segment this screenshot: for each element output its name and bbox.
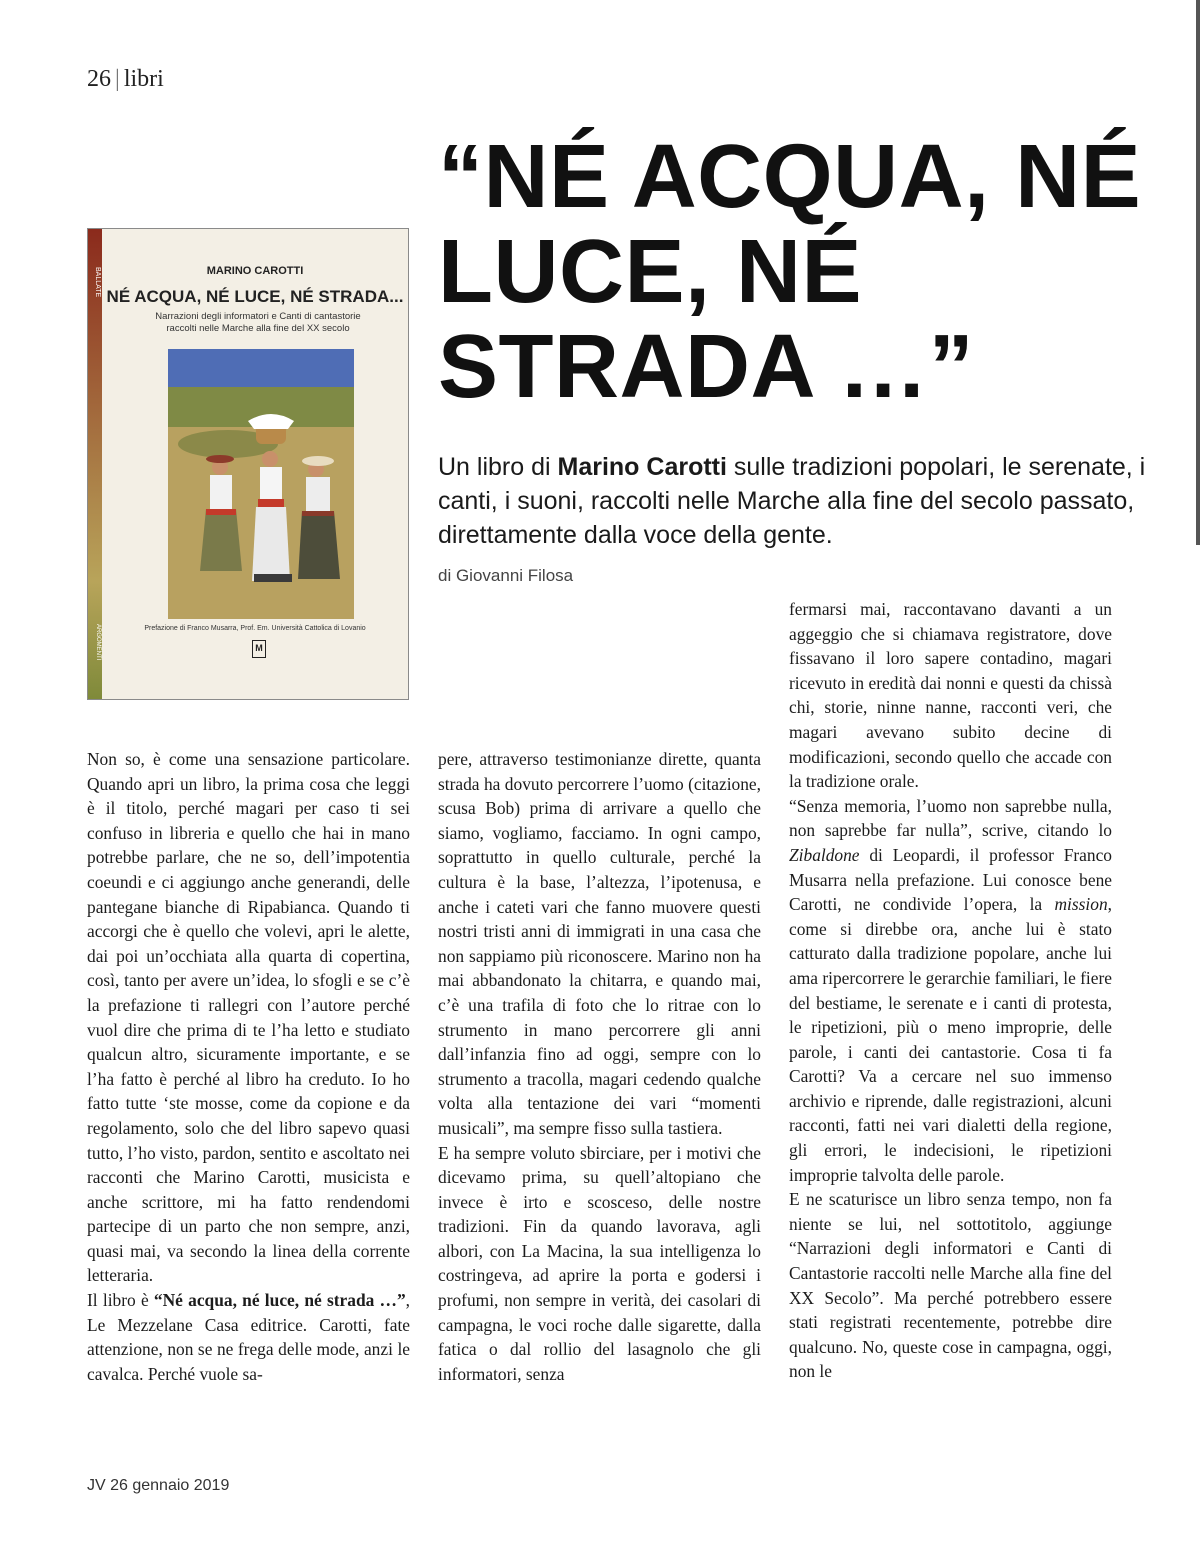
text-run: Il libro è [87,1290,154,1311]
paragraph [789,794,1112,1188]
header-separator: | [115,66,120,92]
page-number: 26 [87,66,111,92]
paragraph: E ne scaturisce un libro senza tempo, non fa niente se lui, nel sottotitolo, aggiunge “Narrazioni degli informatori e Canti di Cantastorie raccolti nelle Marche alla fine del XX Secolo”. Ma perché potrebbero essere stati registrati recentemente, potrebbe dire qualcuno. No, queste cose in campagna, oggi, non le [789,1189,1112,1382]
text-column-2 [438,747,761,1386]
italic-word: mission [1054,894,1108,915]
page-header [87,66,164,93]
cover-series-bottom: ARGOMENTI [95,624,101,661]
book-title-bold: “Né acqua, né luce, né strada …” [153,1290,406,1311]
subtitle-text-2: sulle tradizioni popolari, le serenate, i canti, i suoni, raccolti nelle Marche alla fine del secolo passato, direttamente dalla voce della gente. [438,453,1146,549]
cover-preface: Prefazione di Franco Musarra, Prof. Em. Università Cattolica di Lovanio [144,625,366,632]
text-run: , Le Mezzelane Casa editrice. Carotti, fate attenzione, non se ne frega delle mode, anzi le cavalca. Perché vuole sa- [87,1290,411,1384]
text-run: “Senza memoria, l’uomo non saprebbe nulla, non saprebbe far nulla”, scrive, citando lo [789,795,1112,841]
women-with-baskets-illustration [168,349,354,619]
text-column-1 [87,747,410,1386]
text-column-3 [789,597,1112,1384]
italic-title: Zibaldone [789,844,860,865]
cover-photo [168,349,354,619]
section-name: libri [123,66,164,92]
cover-title: NÉ ACQUA, NÉ LUCE, NÉ STRADA... [106,287,404,306]
article-title: “NÉ ACQUA, NÉ LUCE, NÉ STRADA …” [438,127,1142,417]
text-run: di Leopardi, il professor Franco Musarra nella prefazione. Lui conosce bene Carotti, ne condivide l’opera, la [789,844,1112,915]
byline: di Giovanni Filosa [438,566,574,585]
book-cover [87,228,409,700]
paragraph: Non so, è come una sensazione particolare. Quando apri un libro, la prima cosa che leggi è il titolo, perché magari per caso ti sei confuso in libreria e quello che hai in mano potrebbe parlare, che ne so, dell’impotentia coeundi e ci aggiungo anche generandi, delle pantegane bianche di Ripabianca. Quando ti accorgi che è quello che volevi, apri le alette, dai poi un’occhiata alla quarta di copertina, così, tanto per avere un’idea, lo sfogli e se c’è la prefazione ti rallegri con l’autore perché vuol dire che prima di te l’ha letto e studiato qualcun altro, sicuramente importante, e se l’ha fatto è perché al libro ha creduto. Io ho fatto tutte ‘ste mosse, come da copione e da regolamento, solo che del libro sapevo quasi tutto, l’ho visto, pardon, sentito e ascoltato nei racconti che Marino Carotti, musicista e anche scrittore, mi ha fatto rendendomi partecipe di un parto che non sempre, anzi, quasi mai, va secondo la linea della corrente letteraria. [87,749,410,1286]
subtitle-text-1: Un libro di [438,453,558,481]
page-footer: JV 26 gennaio 2019 [87,1477,230,1494]
paragraph: pere, attraverso testimonianze dirette, quanta strada ha dovuto percorrere l’uomo (citazione, scusa Bob) prima di arrivare a quello che siamo, vogliamo, facciamo. In ogni campo, soprattutto in quello culturale, perché la cultura è la base, l’altezza, l’ipotenusa, e anche i cateti vari che fanno muovere questi nostri tristi anni di immigrati in una casa che non sappiamo più riconoscere. Marino non ha mai abbandonato la chitarra, e quando mai, c’è una trafila di foto che lo ritrae con lo strumento in mano percorrere gli anni dall’infanzia fino ad oggi, sempre con lo strumento a tracolla, magari cedendo qualche volta alla tentazione dei vari “momenti musicali”, ma sempre fisso sulla tastiera. [438,749,761,1138]
paragraph: fermarsi mai, raccontavano davanti a un aggeggio che si chiamava registratore, dove fissavano il loro sapere contadino, magari ricevuto in eredità dai nonni e questi da chissà chi, storie, ninne nanne, racconti veri, che magari avevano subito decine di modificazioni, secondo quello che accade con la tradizione orale. [789,599,1112,792]
cover-author: MARINO CAROTTI [206,265,304,277]
cover-subtitle: Narrazioni degli informatori e Canti di cantastorie raccolti nelle Marche alla fine del XX secolo [155,311,361,334]
article-subtitle [438,450,1158,552]
publisher-logo: M [252,640,266,658]
paragraph: E ha sempre voluto sbirciare, per i motivi che dicevamo prima, su quell’altopiano che invece è irto e scosceso, delle nostre tradizioni. Fin da quando lavorava, agli albori, con La Macina, la sua intelligenza lo costringeva, ad aprire la porta e godersi i profumi, non sempre in verità, dei casolari di campagna, le voci roche dalle sigarette, dalla fatica o dal rollio del lasagnolo che gli informatori, senza [438,1142,761,1384]
cover-series-top: BALLATE [94,267,101,298]
paragraph [87,1288,410,1386]
page-edge-mark [1196,0,1200,545]
subtitle-author-name: Marino Carotti [557,453,727,481]
text-run: , come si direbbe ora, anche lui è stato catturato dalla tradizione popolare, anche lui ama ripercorrere le gerarchie familiari, le fiere del bestiame, le serenate e i canti di protesta, le ripetizioni, più o meno improprie, delle parole, i canti dei cantastorie. Cosa ti fa Carotti? Va a cercare nel suo immenso archivio e riprende, dalle registrazioni, alcuni racconti, fatti nei vari dialetti della regione, gli errori, le indecisioni, le ripetizioni improprie talvolta delle parole. [789,894,1112,1185]
